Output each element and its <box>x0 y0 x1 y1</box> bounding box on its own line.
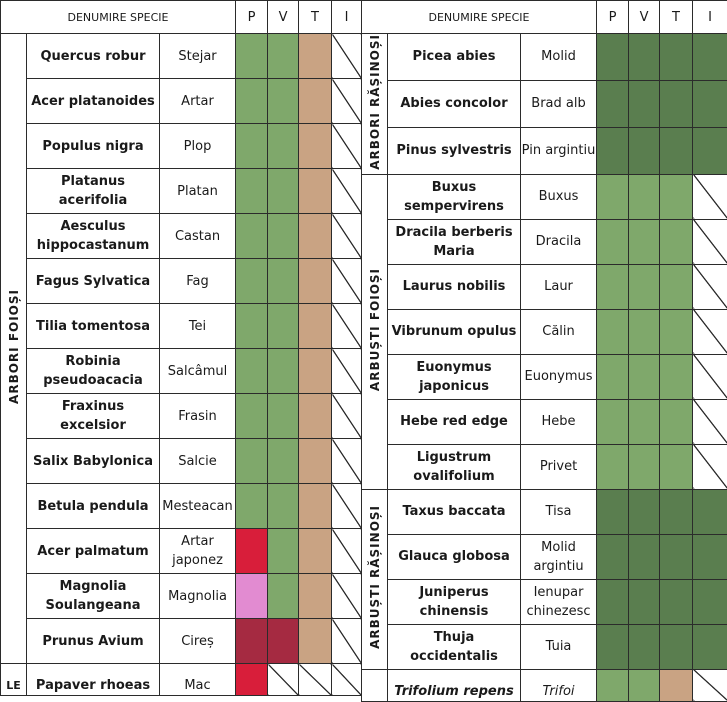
v-cell <box>629 534 660 579</box>
scientific-name: Vibrunum opulus <box>388 309 521 354</box>
common-name: Hebe <box>521 399 597 444</box>
t-cell <box>660 624 693 669</box>
common-name: Salcâmul <box>160 349 236 394</box>
t-cell <box>660 309 693 354</box>
v-cell <box>629 624 660 669</box>
column-header-t: T <box>660 1 693 34</box>
t-cell <box>660 264 693 309</box>
v-cell <box>268 574 299 619</box>
species-header: DENUMIRE SPECIE <box>362 1 597 34</box>
p-cell <box>597 264 629 309</box>
table-row <box>362 219 727 264</box>
i-cell <box>332 529 362 574</box>
p-cell <box>236 574 268 619</box>
v-cell <box>268 79 299 124</box>
p-cell <box>236 169 268 214</box>
common-name: Plop <box>160 124 236 169</box>
v-cell <box>629 579 660 624</box>
table-row <box>1 79 362 124</box>
common-name: Tuia <box>521 624 597 669</box>
v-cell <box>268 394 299 439</box>
p-cell <box>597 80 629 127</box>
p-cell <box>597 399 629 444</box>
v-cell <box>629 669 660 701</box>
common-name: Tei <box>160 304 236 349</box>
scientific-name: Aesculus hippocastanum <box>27 214 160 259</box>
scientific-name: Euonymus japonicus <box>388 354 521 399</box>
p-cell <box>236 664 268 696</box>
table-row <box>362 534 727 579</box>
table-row <box>362 489 727 534</box>
t-cell <box>660 354 693 399</box>
t-cell <box>299 304 332 349</box>
t-cell <box>660 80 693 127</box>
scientific-name: Hebe red edge <box>388 399 521 444</box>
scientific-name: Glauca globosa <box>388 534 521 579</box>
v-cell <box>629 399 660 444</box>
table-row <box>362 34 727 81</box>
scientific-name: Fagus Sylvatica <box>27 259 160 304</box>
common-name: Frasin <box>160 394 236 439</box>
table-row <box>362 624 727 669</box>
table-row <box>1 214 362 259</box>
t-cell <box>299 34 332 79</box>
scientific-name: Prunus Avium <box>27 619 160 664</box>
table-row <box>362 579 727 624</box>
common-name: Tisa <box>521 489 597 534</box>
scientific-name: Picea abies <box>388 34 521 81</box>
t-cell <box>660 174 693 219</box>
i-cell <box>332 214 362 259</box>
v-cell <box>629 444 660 489</box>
common-name: Cireș <box>160 619 236 664</box>
i-cell <box>693 444 727 489</box>
i-cell <box>693 34 727 81</box>
column-header-i: I <box>693 1 727 34</box>
scientific-name: Platanus acerifolia <box>27 169 160 214</box>
table-row <box>1 394 362 439</box>
i-cell <box>693 354 727 399</box>
t-cell <box>299 259 332 304</box>
scientific-name: Tilia tomentosa <box>27 304 160 349</box>
p-cell <box>597 219 629 264</box>
table-row <box>1 349 362 394</box>
table-row <box>362 669 727 701</box>
p-cell <box>236 304 268 349</box>
t-cell <box>299 349 332 394</box>
scientific-name: Ligustrum ovalifolium <box>388 444 521 489</box>
t-cell <box>299 79 332 124</box>
v-cell <box>268 619 299 664</box>
common-name: Molid argintiu <box>521 534 597 579</box>
category-cell <box>362 174 388 489</box>
p-cell <box>597 174 629 219</box>
scientific-name: Thuja occidentalis <box>388 624 521 669</box>
v-cell <box>268 124 299 169</box>
table-row <box>362 309 727 354</box>
v-cell <box>268 304 299 349</box>
i-cell <box>693 624 727 669</box>
table-row <box>362 127 727 174</box>
i-cell <box>332 619 362 664</box>
table-row <box>1 304 362 349</box>
v-cell <box>629 219 660 264</box>
common-name: Mesteacan <box>160 484 236 529</box>
i-cell <box>332 304 362 349</box>
p-cell <box>597 309 629 354</box>
p-cell <box>597 579 629 624</box>
t-cell <box>299 574 332 619</box>
table-row <box>362 444 727 489</box>
common-name: Magnolia <box>160 574 236 619</box>
p-cell <box>236 484 268 529</box>
t-cell <box>299 484 332 529</box>
scientific-name: Salix Babylonica <box>27 439 160 484</box>
t-cell <box>299 394 332 439</box>
column-header-v: V <box>268 1 299 34</box>
p-cell <box>597 444 629 489</box>
scientific-name: Betula pendula <box>27 484 160 529</box>
i-cell <box>693 127 727 174</box>
column-header-v: V <box>629 1 660 34</box>
common-name: Fag <box>160 259 236 304</box>
common-name: Călin <box>521 309 597 354</box>
i-cell <box>332 664 362 696</box>
t-cell <box>299 169 332 214</box>
category-label: LE <box>1 679 26 692</box>
common-name: Ienupar chinezesc <box>521 579 597 624</box>
column-header-i: I <box>332 1 362 34</box>
common-name: Artar japonez <box>160 529 236 574</box>
common-name: Brad alb <box>521 80 597 127</box>
table-row <box>1 574 362 619</box>
v-cell <box>268 484 299 529</box>
common-name-text: Mac <box>160 676 235 695</box>
category-cell <box>362 489 388 669</box>
v-cell <box>629 34 660 81</box>
i-cell <box>332 439 362 484</box>
table-row <box>1 529 362 574</box>
v-cell <box>629 80 660 127</box>
i-cell <box>693 579 727 624</box>
i-cell <box>693 309 727 354</box>
t-cell <box>660 579 693 624</box>
scientific-name: Quercus robur <box>27 34 160 79</box>
i-cell <box>332 349 362 394</box>
scientific-name: Pinus sylvestris <box>388 127 521 174</box>
common-name: Dracila <box>521 219 597 264</box>
category-cell <box>362 34 388 175</box>
category-label: ARBORI FOIOȘI <box>7 289 21 404</box>
v-cell <box>629 127 660 174</box>
t-cell <box>299 214 332 259</box>
i-cell <box>332 259 362 304</box>
p-cell <box>236 439 268 484</box>
scientific-name: Laurus nobilis <box>388 264 521 309</box>
v-cell <box>629 489 660 534</box>
right-species-table <box>361 0 727 702</box>
common-name: Artar <box>160 79 236 124</box>
t-cell <box>660 489 693 534</box>
table-row <box>1 619 362 664</box>
scientific-name: Populus nigra <box>27 124 160 169</box>
p-cell <box>597 127 629 174</box>
v-cell <box>268 349 299 394</box>
scientific-name <box>388 669 521 701</box>
scientific-name <box>27 664 160 696</box>
t-cell <box>299 619 332 664</box>
scientific-name: Acer platanoides <box>27 79 160 124</box>
i-cell <box>332 574 362 619</box>
common-name: Privet <box>521 444 597 489</box>
t-cell <box>660 669 693 701</box>
p-cell <box>236 529 268 574</box>
common-name <box>521 669 597 701</box>
common-name: Salcie <box>160 439 236 484</box>
i-cell <box>332 394 362 439</box>
category-label: ARBUȘTI RĂȘINOȘI <box>368 505 382 649</box>
p-cell <box>597 534 629 579</box>
common-name: Laur <box>521 264 597 309</box>
p-cell <box>236 259 268 304</box>
v-cell <box>629 174 660 219</box>
p-cell <box>236 619 268 664</box>
common-name: Platan <box>160 169 236 214</box>
i-cell <box>332 169 362 214</box>
common-name: Castan <box>160 214 236 259</box>
p-cell <box>236 394 268 439</box>
common-name-text: Trifoi <box>521 682 596 701</box>
i-cell <box>332 484 362 529</box>
t-cell <box>660 219 693 264</box>
scientific-name: Dracila berberis Maria <box>388 219 521 264</box>
p-cell <box>597 489 629 534</box>
p-cell <box>597 669 629 701</box>
i-cell <box>693 534 727 579</box>
i-cell <box>693 399 727 444</box>
t-cell <box>660 127 693 174</box>
scientific-name: Acer palmatum <box>27 529 160 574</box>
p-cell <box>236 214 268 259</box>
common-name: Pin argintiu <box>521 127 597 174</box>
t-cell <box>660 34 693 81</box>
i-cell <box>693 489 727 534</box>
t-cell <box>299 439 332 484</box>
scientific-name: Taxus baccata <box>388 489 521 534</box>
p-cell <box>236 79 268 124</box>
scientific-name-text: Trifolium repens <box>388 682 520 701</box>
i-cell <box>693 80 727 127</box>
table-row <box>1 169 362 214</box>
i-cell <box>693 669 727 701</box>
table-row <box>362 80 727 127</box>
category-cell <box>1 34 27 664</box>
scientific-name: Magnolia Soulangeana <box>27 574 160 619</box>
v-cell <box>629 309 660 354</box>
t-cell <box>660 399 693 444</box>
v-cell <box>268 169 299 214</box>
table-row <box>362 174 727 219</box>
p-cell <box>597 34 629 81</box>
common-name: Buxus <box>521 174 597 219</box>
table-row <box>362 399 727 444</box>
i-cell <box>332 124 362 169</box>
table-row <box>1 124 362 169</box>
v-cell <box>268 34 299 79</box>
common-name: Stejar <box>160 34 236 79</box>
scientific-name: Juniperus chinensis <box>388 579 521 624</box>
column-header-p: P <box>236 1 268 34</box>
common-name: Molid <box>521 34 597 81</box>
i-cell <box>693 219 727 264</box>
v-cell <box>629 264 660 309</box>
table-row <box>1 34 362 79</box>
p-cell <box>236 124 268 169</box>
t-cell <box>299 124 332 169</box>
table-row <box>1 484 362 529</box>
t-cell <box>299 664 332 696</box>
p-cell <box>597 354 629 399</box>
p-cell <box>597 624 629 669</box>
v-cell <box>268 664 299 696</box>
scientific-name: Robinia pseudoacacia <box>27 349 160 394</box>
table-row <box>1 664 362 696</box>
category-cell <box>1 664 27 696</box>
i-cell <box>332 79 362 124</box>
left-species-table <box>0 0 362 696</box>
t-cell <box>660 444 693 489</box>
species-header: DENUMIRE SPECIE <box>1 1 236 34</box>
column-header-p: P <box>597 1 629 34</box>
v-cell <box>629 354 660 399</box>
v-cell <box>268 214 299 259</box>
v-cell <box>268 439 299 484</box>
table-row <box>1 439 362 484</box>
common-name: Euonymus <box>521 354 597 399</box>
i-cell <box>332 34 362 79</box>
t-cell <box>660 534 693 579</box>
i-cell <box>693 174 727 219</box>
table-row <box>1 259 362 304</box>
common-name <box>160 664 236 696</box>
i-cell <box>693 264 727 309</box>
v-cell <box>268 529 299 574</box>
v-cell <box>268 259 299 304</box>
t-cell <box>299 529 332 574</box>
table-row <box>362 354 727 399</box>
column-header-t: T <box>299 1 332 34</box>
table-row <box>362 264 727 309</box>
category-cell <box>362 669 388 701</box>
category-label: ARBORI RĂȘINOȘI <box>368 34 382 170</box>
scientific-name: Abies concolor <box>388 80 521 127</box>
p-cell <box>236 349 268 394</box>
category-label: ARBUȘTI FOIOȘI <box>368 268 382 391</box>
scientific-name: Buxus sempervirens <box>388 174 521 219</box>
scientific-name: Fraxinus excelsior <box>27 394 160 439</box>
p-cell <box>236 34 268 79</box>
scientific-name-text: Papaver rhoeas <box>27 676 159 695</box>
